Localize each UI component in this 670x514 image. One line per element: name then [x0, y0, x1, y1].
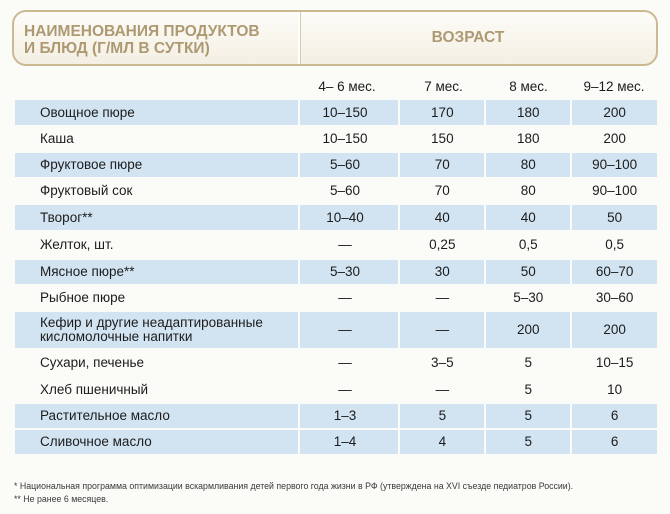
product-name: Кефир и другие неадаптированные кисломолочные напитки — [15, 312, 298, 348]
value-cell: 10–150 — [300, 100, 399, 125]
value-cell: — — [300, 350, 399, 376]
value-cell: 90–100 — [572, 179, 657, 203]
table-row — [15, 127, 657, 151]
value-cell: 5 — [486, 430, 570, 454]
table-row — [15, 260, 657, 284]
value-cell: 70 — [400, 153, 484, 177]
products-header-line1: НАИМЕНОВАНИЯ ПРОДУКТОВ — [24, 23, 260, 40]
age-subheader-row — [15, 76, 657, 98]
value-cell: 70 — [400, 179, 484, 203]
table-row — [15, 205, 657, 230]
value-cell: 10–40 — [300, 205, 399, 230]
age-col-8: 8 мес. — [509, 79, 548, 94]
value-cell: 5 — [486, 350, 570, 376]
value-cell: 80 — [486, 179, 570, 203]
value-cell: — — [300, 378, 399, 402]
product-name: Желток, шт. — [15, 232, 298, 258]
value-cell: 30 — [400, 260, 484, 284]
value-cell: 90–100 — [572, 153, 657, 177]
value-cell: 5–60 — [300, 153, 399, 177]
value-cell: 10 — [572, 378, 657, 402]
table-row — [15, 404, 657, 428]
table-row — [15, 312, 657, 348]
age-col-9-12: 9–12 мес. — [583, 79, 645, 94]
products-column-header — [14, 12, 300, 64]
table-header-box — [12, 10, 658, 66]
value-cell: — — [300, 286, 399, 310]
value-cell: 200 — [572, 127, 657, 151]
footnote-1: * Национальная программа оптимизации вскармливания детей первого года жизни в РФ (утверждена на XVI съезде педиатров России). — [14, 481, 574, 491]
product-name: Фруктовый сок — [15, 179, 298, 203]
value-cell: 6 — [572, 430, 657, 454]
table-row — [15, 179, 657, 203]
footnotes — [14, 480, 573, 506]
value-cell: — — [400, 286, 484, 310]
table-row — [15, 430, 657, 454]
value-cell: 5 — [486, 378, 570, 402]
table-row — [15, 232, 657, 258]
value-cell: 1–4 — [300, 430, 399, 454]
value-cell: 180 — [486, 127, 570, 151]
product-name: Рыбное пюре — [15, 286, 298, 310]
table-row — [15, 286, 657, 310]
product-name: Каша — [15, 127, 298, 151]
value-cell: 40 — [400, 205, 484, 230]
value-cell: 40 — [486, 205, 570, 230]
value-cell: — — [400, 312, 484, 348]
value-cell: 50 — [572, 205, 657, 230]
products-header-line2: И БЛЮД (Г/МЛ В СУТКИ) — [24, 40, 210, 57]
value-cell: 3–5 — [400, 350, 484, 376]
value-cell: 5–30 — [486, 286, 570, 310]
age-col-4-6: 4– 6 мес. — [318, 79, 376, 94]
value-cell: 200 — [572, 312, 657, 348]
footnote-2: ** Не ранее 6 месяцев. — [14, 494, 109, 504]
value-cell: 10–150 — [300, 127, 399, 151]
table-row — [15, 100, 657, 125]
value-cell: 10–15 — [572, 350, 657, 376]
value-cell: — — [400, 378, 484, 402]
value-cell: 200 — [486, 312, 570, 348]
subheader-spacer — [15, 76, 301, 98]
age-column-header: ВОЗРАСТ — [431, 29, 505, 46]
value-cell: 5–60 — [300, 179, 399, 203]
product-name: Растительное масло — [15, 404, 298, 428]
value-cell: 4 — [400, 430, 484, 454]
table-row — [15, 153, 657, 177]
product-name: Творог** — [15, 205, 298, 230]
value-cell: 80 — [486, 153, 570, 177]
value-cell: 200 — [572, 100, 657, 125]
value-cell: 30–60 — [572, 286, 657, 310]
value-cell: 5 — [400, 404, 484, 428]
value-cell: 0,25 — [400, 232, 484, 258]
age-col-7: 7 мес. — [424, 79, 463, 94]
table-row — [15, 350, 657, 376]
product-name: Сухари, печенье — [15, 350, 298, 376]
value-cell: 6 — [572, 404, 657, 428]
value-cell: — — [300, 232, 399, 258]
value-cell: 150 — [400, 127, 484, 151]
product-name: Овощное пюре — [15, 100, 298, 125]
product-name: Мясное пюре** — [15, 260, 298, 284]
table-row — [15, 378, 657, 402]
value-cell: 0,5 — [572, 232, 657, 258]
value-cell: 170 — [400, 100, 484, 125]
feeding-table — [15, 76, 657, 456]
value-cell: 50 — [486, 260, 570, 284]
value-cell: 0,5 — [486, 232, 570, 258]
product-name: Фруктовое пюре — [15, 153, 298, 177]
value-cell: — — [300, 312, 399, 348]
product-name: Сливочное масло — [15, 430, 298, 454]
value-cell: 1–3 — [300, 404, 399, 428]
product-name: Хлеб пшеничный — [15, 378, 298, 402]
value-cell: 5 — [486, 404, 570, 428]
value-cell: 180 — [486, 100, 570, 125]
value-cell: 60–70 — [572, 260, 657, 284]
value-cell: 5–30 — [300, 260, 399, 284]
